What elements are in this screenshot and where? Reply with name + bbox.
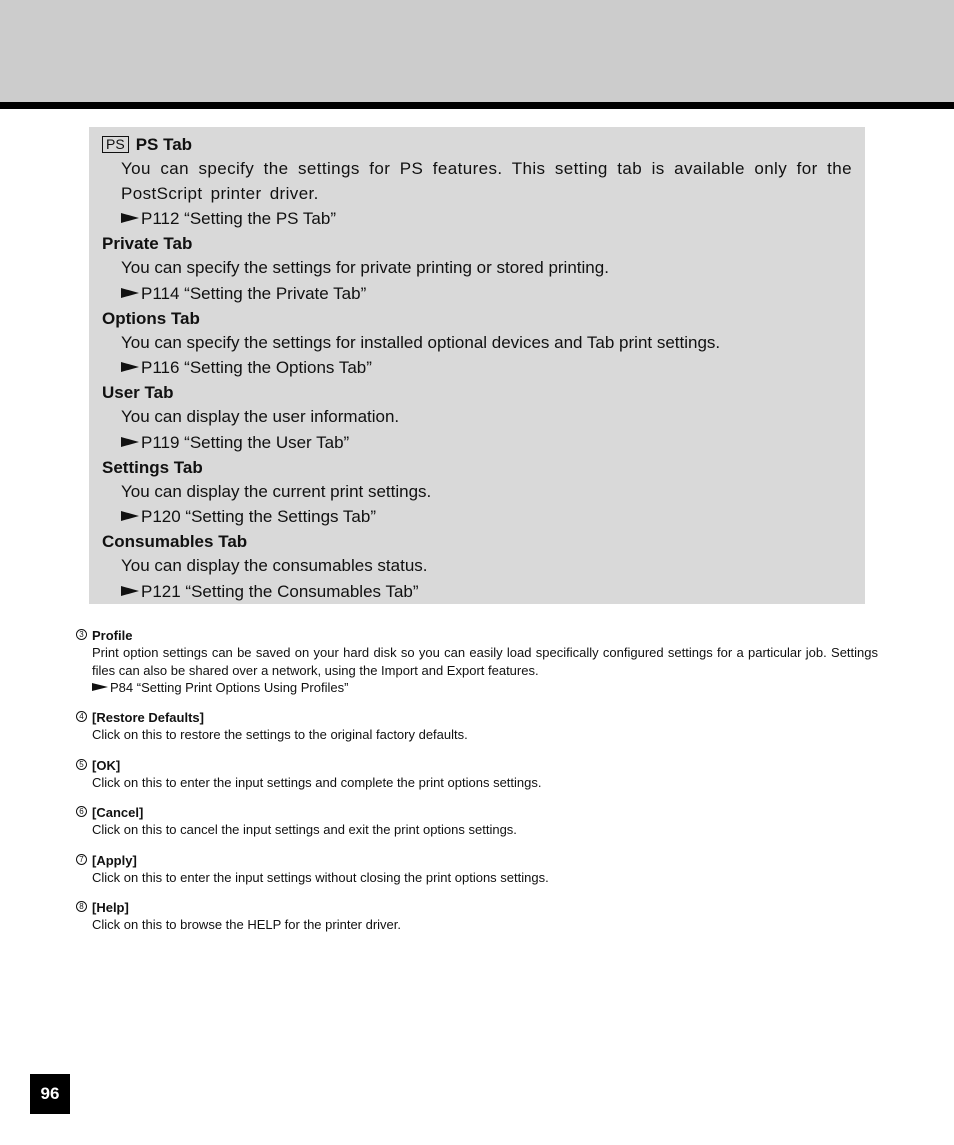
pointer-arrow-icon <box>121 213 139 223</box>
item-restore-defaults <box>76 709 878 744</box>
tab-heading: Options Tab <box>102 308 200 328</box>
tab-section-settings <box>102 456 852 531</box>
item-reference-link[interactable] <box>92 679 878 696</box>
tab-heading: Consumables Tab <box>102 532 248 551</box>
tab-reference-link[interactable] <box>102 206 852 232</box>
tab-section-consumables <box>102 530 852 605</box>
header-rule <box>0 102 954 109</box>
tab-section-options <box>102 307 852 382</box>
item-title: [Restore Defaults] <box>92 710 204 725</box>
item-description: Click on this to browse the HELP for the printer driver. <box>92 917 402 932</box>
item-number-badge: 4 <box>76 711 87 722</box>
item-help <box>76 899 878 934</box>
item-ok <box>76 757 878 792</box>
tab-reference-link[interactable] <box>102 579 852 605</box>
tab-reference-text: P119 “Setting the User Tab” <box>141 432 350 452</box>
tab-description: You can display the user information. <box>121 407 400 426</box>
item-title: Profile <box>92 628 133 643</box>
pointer-arrow-icon <box>92 683 108 691</box>
item-description: Click on this to restore the settings to the original factory defaults. <box>92 727 468 742</box>
tab-heading-label: PS Tab <box>135 135 193 154</box>
tab-section-private <box>102 232 852 307</box>
header-band <box>0 0 954 102</box>
item-title: [Help] <box>92 900 129 915</box>
item-number-badge: 6 <box>76 806 87 817</box>
item-number-badge: 5 <box>76 759 87 770</box>
tab-reference-text: P121 “Setting the Consumables Tab” <box>141 581 419 601</box>
item-description: Click on this to cancel the input settings and exit the print options settings. <box>92 822 517 837</box>
tab-description-panel <box>89 127 865 604</box>
item-number-badge: 8 <box>76 901 87 912</box>
tab-section-user <box>102 381 852 456</box>
tab-description: You can display the consumables status. <box>121 556 428 575</box>
page-number: 96 <box>30 1074 70 1114</box>
item-cancel <box>76 804 878 839</box>
tab-reference-text: P114 “Setting the Private Tab” <box>141 283 367 303</box>
item-number-badge: 3 <box>76 629 87 640</box>
item-title: [Apply] <box>92 852 137 868</box>
item-number-badge: 7 <box>76 854 87 865</box>
tab-reference-text: P112 “Setting the PS Tab” <box>141 209 336 228</box>
pointer-arrow-icon <box>121 288 139 298</box>
item-description: Click on this to enter the input settings without closing the print options settings. <box>92 869 549 885</box>
item-profile <box>76 627 878 696</box>
tab-reference-link[interactable] <box>102 355 852 381</box>
tab-description: You can display the current print settings. <box>121 481 432 501</box>
tab-reference-link[interactable] <box>102 504 852 530</box>
tab-heading: Private Tab <box>102 234 193 253</box>
item-apply <box>76 852 878 887</box>
pointer-arrow-icon <box>121 362 139 372</box>
item-description: Click on this to enter the input settings and complete the print options settings. <box>92 774 542 790</box>
tab-reference-text: P116 “Setting the Options Tab” <box>141 358 372 377</box>
tab-heading: User Tab <box>102 383 174 402</box>
tab-description: You can specify the settings for PS features. This setting tab is available only for the PostScript printer driver. <box>121 159 852 203</box>
tab-reference-text: P120 “Setting the Settings Tab” <box>141 507 377 526</box>
ps-badge: PS <box>102 136 129 153</box>
button-descriptions <box>76 627 878 947</box>
pointer-arrow-icon <box>121 586 139 596</box>
tab-heading <box>102 133 852 157</box>
tab-reference-link[interactable] <box>102 430 852 456</box>
tab-description: You can specify the settings for private printing or stored printing. <box>121 258 609 277</box>
item-title: [OK] <box>92 757 121 773</box>
tab-section-ps <box>102 133 852 232</box>
item-description: Print option settings can be saved on your hard disk so you can easily load specifically configured settings for a particular job. Settings files can also be shared over a network, using the Import and Export features. <box>92 645 878 678</box>
tab-reference-link[interactable] <box>102 281 852 307</box>
pointer-arrow-icon <box>121 437 139 447</box>
tab-description: You can specify the settings for installed optional devices and Tab print settings. <box>121 332 721 352</box>
item-reference-text: P84 “Setting Print Options Using Profiles” <box>110 680 349 695</box>
pointer-arrow-icon <box>121 511 139 521</box>
item-title: [Cancel] <box>92 805 144 820</box>
tab-heading: Settings Tab <box>102 457 203 477</box>
